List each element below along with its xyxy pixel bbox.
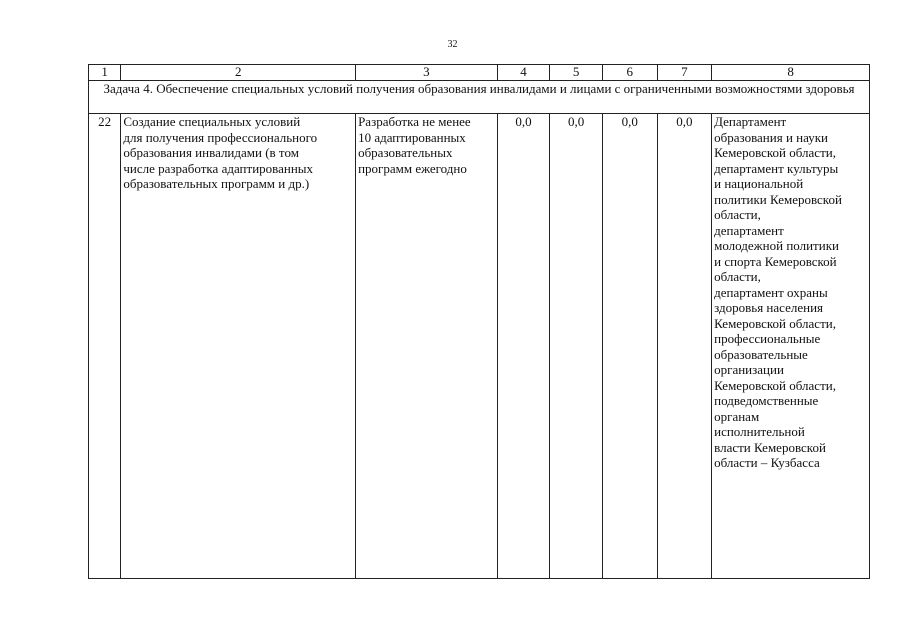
column-number-4: 4 [497,65,550,81]
task-row [89,81,870,114]
page-number: 32 [447,39,458,50]
column-number-7: 7 [657,65,712,81]
value-cell-7: 0,0 [657,114,712,579]
column-number-row [89,65,870,81]
column-number-3: 3 [356,65,498,81]
column-number-6: 6 [602,65,657,81]
value-cell-5: 0,0 [550,114,603,579]
column-number-8: 8 [712,65,870,81]
indicator-cell: Разработка не менее 10 адаптированных образовательных программ ежегодно [356,114,498,579]
column-number-5: 5 [550,65,603,81]
program-table [88,64,870,579]
column-number-2: 2 [121,65,356,81]
value-cell-4: 0,0 [497,114,550,579]
row-number: 22 [89,114,121,579]
table-row [89,114,870,579]
column-number-1: 1 [89,65,121,81]
value-cell-6: 0,0 [602,114,657,579]
measure-cell: Создание специальных условий для получения профессионального образования инвалидами (в том числе разработка адаптированных образовательных программ и др.) [121,114,356,579]
executors-cell: Департамент образования и науки Кемеровской области, департамент культуры и национальной политики Кемеровской области, департамент молодежной политики и спорта Кемеровской области, департамент охраны здоровья населения Кемеровской области, профессиональные образовательные организации Кемеровской области, подведомственные органам исполнительной власти Кемеровской области – Кузбасса [712,114,870,579]
task-title: Задача 4. Обеспечение специальных условий получения образования инвалидами и лицами с ограниченными возможностями здоровья [89,81,870,114]
